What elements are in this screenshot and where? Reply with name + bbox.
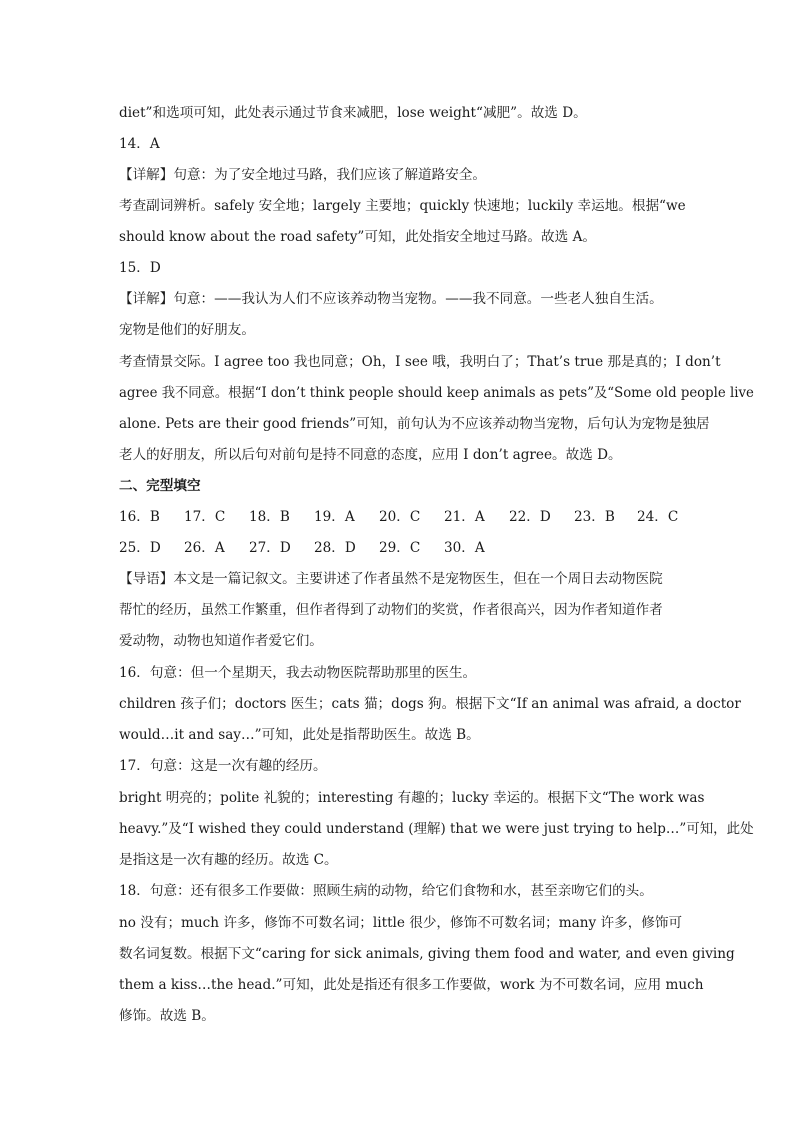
text-line: them a kiss…the head.”可知，此处是指还有很多工作要做，work 为不可数名词，应用 much (119, 977, 704, 993)
text-line: 【详解】句意：为了安全地过马路，我们应该了解道路安全。 (119, 167, 487, 183)
text-line: 【导语】本文是一篇记叙文。主要讲述了作者虽然不是宠物医生，但在一个周日去动物医院 (119, 571, 663, 587)
answer-heading-14: 14．A (119, 136, 160, 152)
text-line: alone. Pets are their good friends”可知，前句认为不应该养动物当宠物，后句认为宠物是独居 (119, 416, 710, 432)
answer-item: 18．B (249, 509, 290, 525)
text-line: children 孩子们；doctors 医生；cats 猫；dogs 狗。根据下文“If an animal was afraid, a doctor (119, 696, 741, 712)
answer-item: 23．B (574, 509, 615, 525)
answer-item: 21．A (444, 509, 485, 525)
answer-item: 20．C (379, 509, 421, 525)
text-line: 17．句意：这是一次有趣的经历。 (119, 758, 327, 774)
answer-item: 27．D (249, 540, 291, 556)
text-line: 帮忙的经历，虽然工作繁重，但作者得到了动物们的奖赏，作者很高兴，因为作者知道作者 (119, 602, 663, 618)
answer-item: 28．D (314, 540, 356, 556)
answer-item: 24．C (637, 509, 679, 525)
text-line: heavy.”及“I wished they could understand (理解) that we were just trying to help…”可知，此处 (119, 821, 754, 837)
answer-item: 17．C (184, 509, 226, 525)
text-line: 考查情景交际。I agree too 我也同意；Oh，I see 哦，我明白了；That’s true 那是真的；I don’t (119, 354, 721, 370)
text-line: 修饰。故选 B。 (119, 1008, 215, 1024)
text-line: 16．句意：但一个星期天，我去动物医院帮助那里的医生。 (119, 665, 477, 681)
answer-item: 22．D (509, 509, 551, 525)
text-line: 考查副词辨析。safely 安全地；largely 主要地；quickly 快速地；luckily 幸运地。根据“we (119, 198, 686, 214)
answer-item: 30．A (444, 540, 485, 556)
answer-heading-15: 15．D (119, 260, 161, 276)
text-line: 是指这是一次有趣的经历。故选 C。 (119, 852, 338, 868)
text-line: 爱动物，动物也知道作者爱它们。 (119, 633, 323, 649)
text-line: no 没有；much 许多，修饰不可数名词；little 很少，修饰不可数名词；many 许多，修饰可 (119, 915, 683, 931)
answer-item: 29．C (379, 540, 421, 556)
text-line: 老人的好朋友，所以后句对前句是持不同意的态度，应用 I don’t agree。故选 D。 (119, 447, 622, 463)
text-line: 宠物是他们的好朋友。 (119, 322, 255, 338)
answer-item: 19．A (314, 509, 355, 525)
answer-item: 25．D (119, 540, 161, 556)
text-line: diet”和选项可知，此处表示通过节食来减肥，lose weight“减肥”。故选 D。 (119, 105, 587, 121)
text-line: agree 我不同意。根据“I don’t think people should keep animals as pets”及“Some old people live (119, 385, 754, 401)
text-line: 18．句意：还有很多工作要做：照顾生病的动物，给它们食物和水，甚至亲吻它们的头。 (119, 883, 653, 899)
text-line: would…it and say…”可知，此处是指帮助医生。故选 B。 (119, 727, 480, 743)
text-line: 数名词复数。根据下文“caring for sick animals, giving them food and water, and even giving (119, 946, 735, 962)
section-heading: 二、完型填空 (119, 478, 201, 494)
answer-item: 26．A (184, 540, 225, 556)
text-line: bright 明亮的；polite 礼貌的；interesting 有趣的；lucky 幸运的。根据下文“The work was (119, 790, 705, 806)
answer-item: 16．B (119, 509, 160, 525)
text-line: should know about the road safety”可知，此处指安全地过马路。故选 A。 (119, 229, 596, 245)
text-line: 【详解】句意：——我认为人们不应该养动物当宠物。——我不同意。一些老人独自生活。 (119, 291, 663, 307)
